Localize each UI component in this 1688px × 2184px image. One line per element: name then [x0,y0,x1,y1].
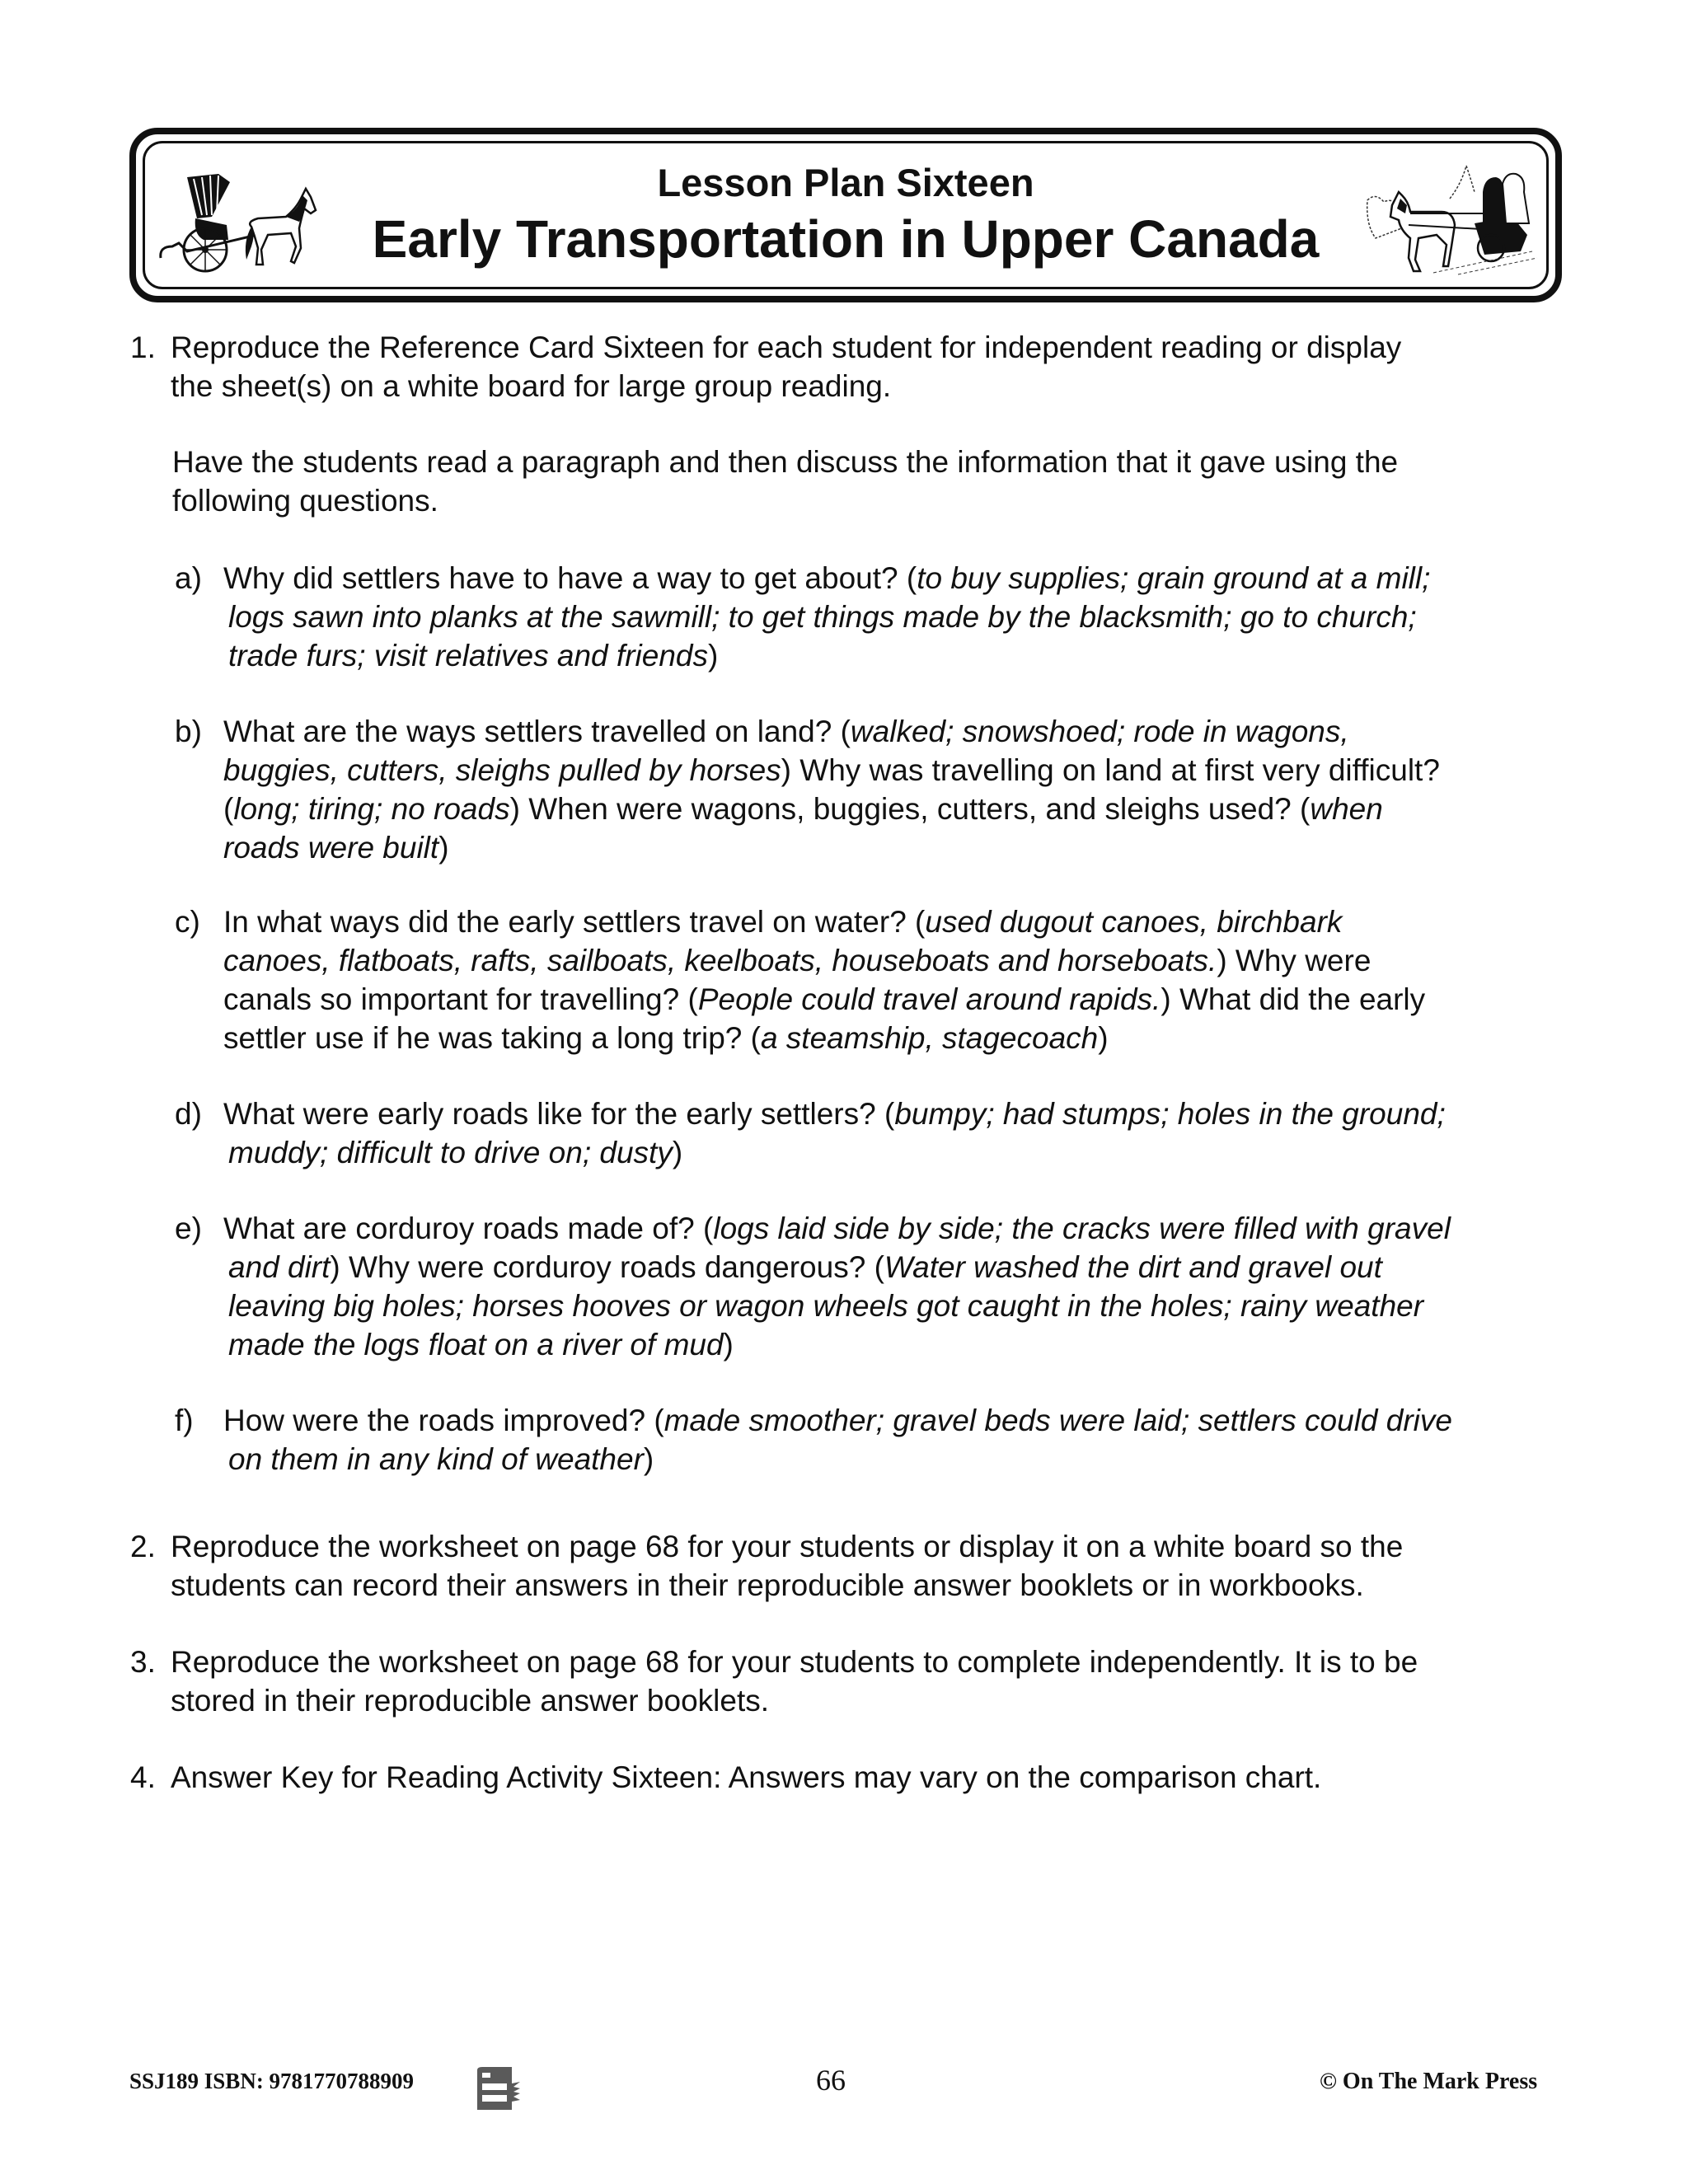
question-prompt: ) When were wagons, buggies, cutters, and sleighs used? ( [509,792,1311,826]
item-number: 3. [130,1645,156,1679]
question-text [223,1094,1575,1172]
text-line: Reproduce the Reference Card Sixteen for each student for independent reading or display [171,330,1402,364]
text-line: stored in their reproducible answer booklets. [171,1684,769,1718]
item-text [171,1643,1572,1720]
question-prompt: What were early roads like for the early settlers? ( [223,1097,895,1131]
answer-text: muddy; difficult to drive on; dusty [228,1136,673,1169]
answer-text: on them in any kind of weather [228,1442,644,1476]
page-footer [0,2059,1688,2108]
text-line [223,941,1575,980]
text-line [223,1248,1575,1286]
text-line [223,790,1575,828]
question-prompt: settler use if he was taking a long trip? ( [223,1021,761,1055]
question-prompt: What are the ways settlers travelled on land? ( [223,715,851,748]
text-line: Answer Key for Reading Activity Sixteen: Answers may vary on the comparison chart. [171,1760,1322,1794]
printer-icon [472,2065,523,2111]
question-prompt: In what ways did the early settlers travel on water? ( [223,905,926,939]
text-line [223,1209,1575,1248]
punctuation: ( [223,792,234,826]
question-label: d) [175,1097,202,1131]
answer-text: a steamship, stagecoach [760,1021,1099,1055]
item-text [171,328,1572,405]
punctuation: ) [723,1328,734,1361]
text-line: students can record their answers in their reproducible answer booklets or in workbooks. [171,1568,1364,1602]
horse-drawn-cutter-illustration [1351,159,1540,279]
page-title: Early Transportation in Upper Canada [372,209,1320,269]
item-number: 2. [130,1530,156,1563]
punctuation: ) [643,1442,654,1476]
answer-text: logs sawn into planks at the sawmill; to get things made by the blacksmith; go to church; [228,600,1417,634]
punctuation: ) [672,1136,683,1169]
answer-text: long; tiring; no roads [233,792,510,826]
answer-text: walked; snowshoed; rode in wagons, [850,715,1349,748]
question-prompt: canals so important for travelling? ( [223,982,698,1016]
text-line [223,902,1575,941]
answer-text: to buy supplies; grain ground at a mill; [917,561,1431,595]
header-banner [129,128,1562,302]
question-label: b) [175,715,202,748]
text-line [223,751,1575,790]
text-line [223,980,1575,1019]
item-text [171,1758,1572,1797]
question-label: c) [175,905,200,939]
answer-text: canoes, flatboats, rafts, sailboats, keelboats, houseboats and horseboats. [223,944,1217,977]
question-text [223,559,1575,675]
answer-text: used dugout canoes, birchbark [925,905,1343,939]
text-line [223,1440,1575,1479]
item-number: 4. [130,1760,156,1794]
question-text [223,902,1575,1057]
page-number: 66 [816,2064,846,2097]
question-prompt: ) Why was travelling on land at first very difficult? [781,753,1440,787]
question-prompt: ) Why were corduroy roads dangerous? ( [330,1250,884,1284]
text-line: Reproduce the worksheet on page 68 for your students to complete independently. It is to be [171,1645,1418,1679]
question-prompt: How were the roads improved? ( [223,1404,664,1437]
text-line [223,636,1575,675]
question-text [223,1401,1575,1479]
text-line: Have the students read a paragraph and then discuss the information that it gave using the [172,445,1399,479]
answer-text: Water washed the dirt and gravel out [884,1250,1382,1284]
answer-text: made the logs float on a river of mud [228,1328,724,1361]
question-label: e) [175,1212,202,1245]
text-line [223,559,1575,598]
answer-text: bumpy; had stumps; holes in the ground; [894,1097,1446,1131]
text-line [223,828,1575,867]
text-line [223,1094,1575,1133]
answer-text: People could travel around rapids. [697,982,1161,1016]
answer-text: buggies, cutters, sleighs pulled by horses [223,753,781,787]
question-prompt: Why did settlers have to have a way to get about? ( [223,561,917,595]
text-line: the sheet(s) on a white board for large group reading. [171,369,892,403]
text-line [223,1401,1575,1440]
text-line: Reproduce the worksheet on page 68 for your students or display it on a white board so the [171,1530,1404,1563]
punctuation: ) [438,831,449,865]
text-line [223,1019,1575,1057]
punctuation: ) [1098,1021,1109,1055]
lesson-number-heading: Lesson Plan Sixteen [657,161,1034,204]
question-label: f) [175,1404,194,1437]
question-label: a) [175,561,202,595]
question-text [223,712,1575,867]
text-line [223,1133,1575,1172]
punctuation: ) [707,639,719,673]
text-line [223,712,1575,751]
question-text [223,1209,1575,1364]
answer-text: and dirt [228,1250,331,1284]
answer-text: roads were built [223,831,439,865]
item-text [171,1527,1572,1605]
text-line [223,598,1575,636]
answer-text: when [1310,792,1383,826]
answer-text: leaving big holes; horses hooves or wagon wheels got caught in the holes; rainy weather [228,1289,1424,1323]
question-prompt: ) What did the early [1160,982,1426,1016]
publisher-copyright: © On The Mark Press [1320,2069,1538,2094]
text-line [223,1325,1575,1364]
answer-text: trade furs; visit relatives and friends [228,639,708,673]
answer-text: logs laid side by side; the cracks were filled with gravel [713,1212,1451,1245]
item-number: 1. [130,330,156,364]
answer-text: made smoother; gravel beds were laid; settlers could drive [663,1404,1452,1437]
text-line [223,1286,1575,1325]
question-prompt: ) Why were [1217,944,1372,977]
intro-text [172,443,1573,520]
text-line: following questions. [172,484,438,518]
question-prompt: What are corduroy roads made of? ( [223,1212,714,1245]
product-code-isbn: SSJ189 ISBN: 9781770788909 [129,2069,415,2093]
